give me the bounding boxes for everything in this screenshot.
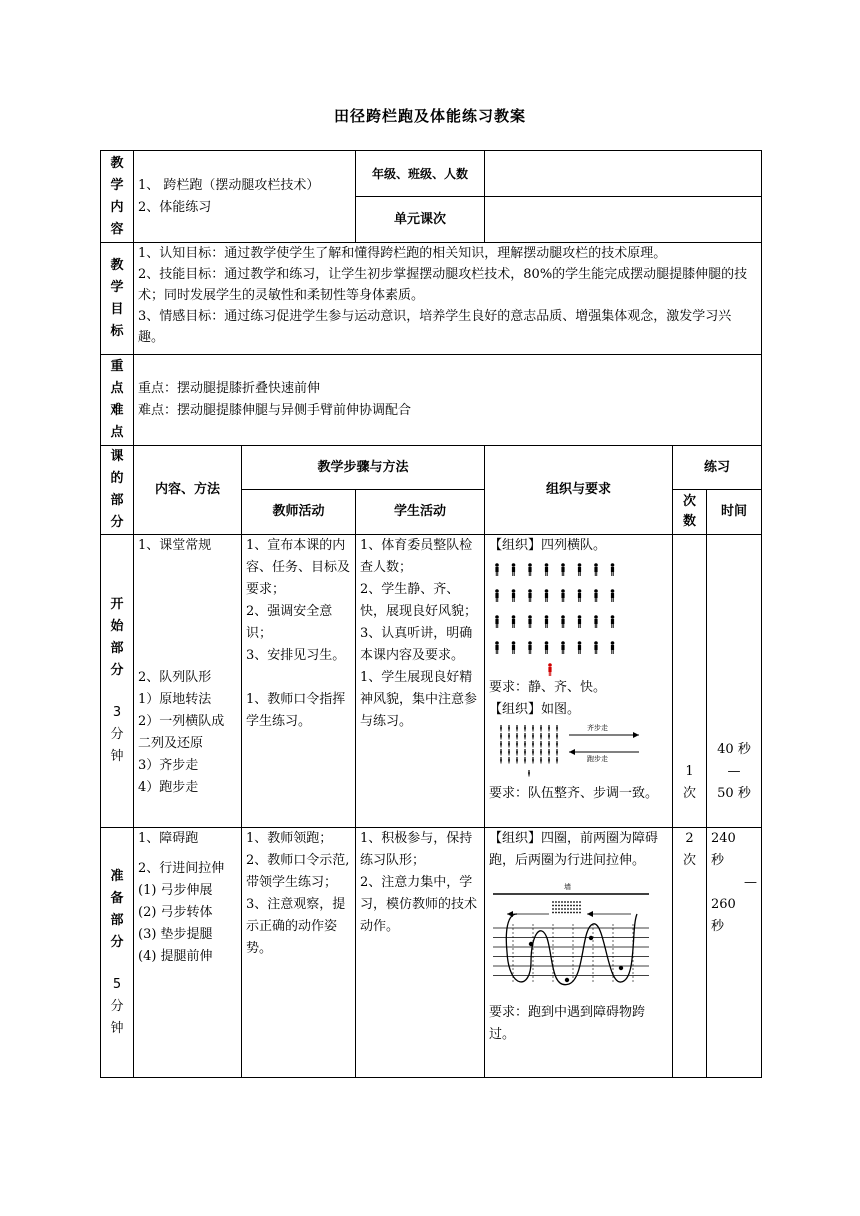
person-icon	[528, 770, 530, 776]
person-icon	[545, 641, 549, 654]
prep-part-label: 准 备 部 分 5 分 钟	[101, 828, 134, 1078]
student-dot	[573, 901, 575, 903]
student-dot	[567, 912, 569, 914]
person-icon	[548, 749, 550, 755]
arrow-head	[587, 911, 593, 917]
student-dot	[558, 908, 560, 910]
prep-times: 2 次	[673, 828, 707, 1078]
person-icon	[508, 741, 510, 747]
content-method-header: 内容、方法	[134, 446, 242, 535]
person-icon	[532, 749, 534, 755]
person-icon	[532, 741, 534, 747]
time-header: 时间	[707, 490, 762, 535]
person-icon	[528, 615, 532, 628]
person-icon	[516, 725, 518, 731]
student-dot	[564, 908, 566, 910]
student-dot	[570, 908, 572, 910]
student-dot	[579, 905, 581, 907]
student-dot	[573, 908, 575, 910]
person-icon	[512, 589, 516, 602]
person-icon	[495, 563, 499, 576]
person-icon	[516, 741, 518, 747]
student-dot	[558, 905, 560, 907]
person-icon	[578, 615, 582, 628]
person-icon	[561, 563, 565, 576]
person-icon	[556, 733, 558, 739]
person-icon	[556, 757, 558, 763]
goals-label: 教 学 目 标	[101, 243, 134, 355]
person-icon	[495, 641, 499, 654]
person-icon	[524, 757, 526, 763]
person-icon	[561, 615, 565, 628]
person-icon	[545, 615, 549, 628]
person-icon	[512, 563, 516, 576]
keypoints-label: 重 点 难 点	[101, 355, 134, 446]
student-dot	[561, 905, 563, 907]
times-header: 次 数	[673, 490, 707, 535]
student-dot	[567, 901, 569, 903]
person-icon	[508, 749, 510, 755]
running-path	[506, 914, 637, 985]
org-header: 组织与要求	[485, 446, 673, 535]
obstacle-run-diagram	[489, 872, 659, 1002]
person-icon	[594, 589, 598, 602]
student-dot	[576, 908, 578, 910]
person-icon	[500, 757, 502, 763]
student-dot	[576, 905, 578, 907]
person-icon	[495, 589, 499, 602]
goal-skill: 2、技能目标：通过教学和练习，让学生初步掌握摆动腿攻栏技术，80%的学生能完成摆动腿提膝伸腿的技术；同时发展学生的灵敏性和柔韧性等身体素质。	[138, 267, 748, 303]
student-dot	[552, 912, 554, 914]
student-dot	[552, 905, 554, 907]
student-dot	[570, 905, 572, 907]
person-icon	[500, 741, 502, 747]
person-icon	[611, 641, 615, 654]
student-dot	[573, 905, 575, 907]
person-icon	[508, 733, 510, 739]
student-dot	[564, 901, 566, 903]
grade-value	[485, 151, 762, 197]
student-dot	[555, 905, 557, 907]
person-icon	[524, 749, 526, 755]
arrow-head	[633, 732, 639, 738]
person-icon	[512, 615, 516, 628]
content-line-1: 1、 跨栏跑（摆动腿攻栏技术）	[138, 177, 320, 193]
student-dot	[564, 912, 566, 914]
start-org: 【组织】四列横队。 要求：静、齐、快。 【组织】如图。 齐步走 跑步走 要求：队伍整齐、步调一致。	[485, 535, 673, 828]
goal-emotion: 3、情感目标：通过练习促进学生参与运动意识，培养学生良好的意志品质、增强集体观念，激发学习兴趣。	[138, 309, 732, 345]
student-header: 学生活动	[356, 490, 485, 535]
person-icon	[500, 725, 502, 731]
student-dot	[561, 901, 563, 903]
person-icon	[548, 757, 550, 763]
student-dot	[567, 905, 569, 907]
person-icon	[561, 641, 565, 654]
person-icon	[611, 563, 615, 576]
student-dot	[576, 912, 578, 914]
student-dot	[561, 912, 563, 914]
start-content: 1、课堂常规 2、队列队形 1）原地转法 2）一列横队成二列及还原 3）齐步走 4）跑步走	[134, 535, 242, 828]
person-icon	[528, 589, 532, 602]
keypoints-cell	[134, 355, 762, 446]
keypoint-difficulty: 难点：摆动腿提膝伸腿与异侧手臂前伸协调配合	[138, 403, 412, 418]
person-icon	[545, 589, 549, 602]
content-label: 教 学 内 容	[101, 151, 134, 243]
student-dot	[561, 908, 563, 910]
person-icon	[508, 757, 510, 763]
student-dot	[579, 912, 581, 914]
prep-student: 1、积极参与，保持练习队形； 2、注意力集中，学习，模仿教师的技术动作。	[356, 828, 485, 1078]
arrow-head	[569, 749, 575, 755]
person-icon	[516, 733, 518, 739]
obstacle-marker	[589, 936, 593, 940]
person-icon	[512, 641, 516, 654]
person-icon	[594, 563, 598, 576]
person-icon	[540, 741, 542, 747]
obstacle-marker	[565, 978, 569, 982]
person-icon	[578, 589, 582, 602]
prep-teacher: 1、教师领跑； 2、教师口令示范,带领学生练习； 3、注意观察，提示正确的动作姿势。	[242, 828, 356, 1078]
goal-cognitive: 1、认知目标：通过教学使学生了解和懂得跨栏跑的相关知识，理解摆动腿攻栏的技术原理。	[138, 246, 667, 261]
prep-time: 240 秒 — 260 秒	[707, 828, 762, 1078]
prep-content: 1、障碍跑 2、行进间拉伸 (1) 弓步伸展 (2) 弓步转体 (3) 垫步提腿 (4) 提腿前伸	[134, 828, 242, 1078]
person-icon	[548, 725, 550, 731]
student-dot	[576, 901, 578, 903]
unit-label: 单元课次	[356, 197, 485, 243]
person-icon	[540, 757, 542, 763]
student-dot	[570, 912, 572, 914]
content-line-2: 2、体能练习	[138, 199, 212, 215]
start-times: 1 次	[673, 535, 707, 828]
person-icon	[540, 733, 542, 739]
person-icon	[548, 733, 550, 739]
person-icon	[516, 757, 518, 763]
student-dot	[570, 901, 572, 903]
content-cell	[134, 151, 356, 243]
person-icon	[528, 563, 532, 576]
practice-header: 练习	[673, 446, 762, 490]
student-dot	[555, 901, 557, 903]
person-icon	[508, 725, 510, 731]
person-icon	[548, 663, 552, 676]
start-part-label: 开 始 部 分 3 分 钟	[101, 535, 134, 828]
person-icon	[524, 741, 526, 747]
prep-org: 【组织】四圈，前两圈为障碍跑，后两圈为行进间拉伸。 墙 要求：跑到中遇到障碍物跨过。	[485, 828, 673, 1078]
person-icon	[500, 733, 502, 739]
person-icon	[556, 725, 558, 731]
student-dot	[564, 905, 566, 907]
person-icon	[532, 733, 534, 739]
person-icon	[611, 589, 615, 602]
keypoint-focus: 重点：摆动腿提膝折叠快速前伸	[138, 381, 321, 396]
obstacle-marker	[529, 942, 533, 946]
person-icon	[611, 615, 615, 628]
student-dot	[558, 912, 560, 914]
person-icon	[532, 757, 534, 763]
grade-label: 年级、班级、人数	[356, 151, 485, 197]
teacher-header: 教师活动	[242, 490, 356, 535]
wall-label: 墙	[564, 883, 571, 891]
formation-diagram	[489, 557, 619, 677]
student-dot	[567, 908, 569, 910]
obstacle-marker	[619, 966, 623, 970]
person-icon	[540, 725, 542, 731]
march-diagram	[489, 721, 649, 783]
person-icon	[500, 749, 502, 755]
person-icon	[495, 615, 499, 628]
person-icon	[594, 615, 598, 628]
goals-cell	[134, 243, 762, 355]
person-icon	[548, 741, 550, 747]
person-icon	[524, 725, 526, 731]
student-dot	[552, 901, 554, 903]
march-label: 齐步走	[587, 724, 608, 732]
person-icon	[594, 641, 598, 654]
person-icon	[516, 749, 518, 755]
run-label: 跑步走	[587, 755, 608, 763]
start-time: 40 秒 — 50 秒	[707, 535, 762, 828]
page-title: 田径跨栏跑及体能练习教案	[333, 107, 526, 125]
person-icon	[545, 563, 549, 576]
student-dot	[579, 901, 581, 903]
unit-value	[485, 197, 762, 243]
student-dot	[558, 901, 560, 903]
start-student: 1、体育委员整队检查人数； 2、学生静、齐、快，展现良好风貌； 3、认真听讲，明确本课内容及要求。 1、学生展现良好精神风貌，集中注意参与练习。	[356, 535, 485, 828]
part-header: 课 的 部 分	[101, 446, 134, 535]
start-teacher: 1、宣布本课的内容、任务、目标及要求； 2、强调安全意识； 3、安排见习生。 1、教师口令指挥学生练习。	[242, 535, 356, 828]
person-icon	[556, 749, 558, 755]
person-icon	[540, 749, 542, 755]
person-icon	[524, 733, 526, 739]
person-icon	[578, 563, 582, 576]
person-icon	[528, 641, 532, 654]
student-dot	[555, 912, 557, 914]
student-dot	[573, 912, 575, 914]
person-icon	[561, 589, 565, 602]
student-dot	[555, 908, 557, 910]
person-icon	[578, 641, 582, 654]
student-dot	[552, 908, 554, 910]
person-icon	[532, 725, 534, 731]
student-dot	[579, 908, 581, 910]
steps-header: 教学步骤与方法	[242, 446, 485, 490]
person-icon	[556, 741, 558, 747]
lesson-plan-table	[100, 150, 762, 1078]
